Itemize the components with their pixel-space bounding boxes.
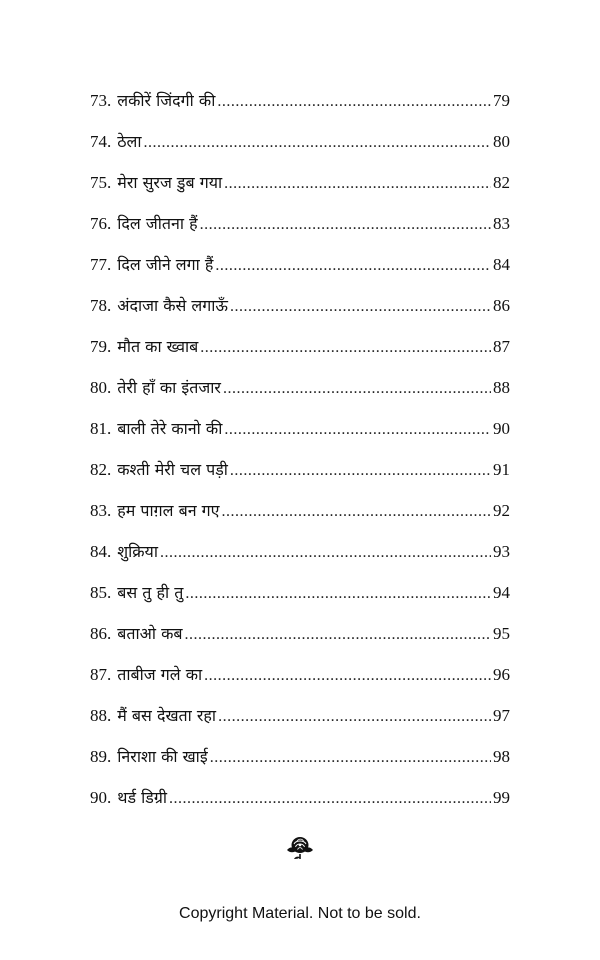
entry-page-number: 88 xyxy=(493,378,510,397)
toc-entry xyxy=(90,291,510,332)
entry-page-number: 95 xyxy=(493,624,510,643)
entry-number: 84. xyxy=(90,542,112,561)
entry-page-number: 90 xyxy=(493,419,510,438)
toc-entry xyxy=(90,455,510,496)
entry-title: निराशा की खाई xyxy=(117,747,208,766)
entry-title: मैं बस देखता रहा xyxy=(117,706,217,725)
entry-number: 74. xyxy=(90,132,112,151)
entry-number: 77. xyxy=(90,255,112,274)
dot-leader xyxy=(210,743,491,773)
entry-page-number: 97 xyxy=(493,706,510,725)
entry-title: मेरा सुरज डुब गया xyxy=(117,173,223,192)
entry-page-number: 82 xyxy=(493,173,510,192)
entry-page-number: 91 xyxy=(493,460,510,479)
entry-number: 90. xyxy=(90,788,112,807)
toc-entry xyxy=(90,209,510,250)
entry-page-number: 93 xyxy=(493,542,510,561)
toc-entry xyxy=(90,660,510,701)
dot-leader xyxy=(160,538,491,568)
entry-page-number: 96 xyxy=(493,665,510,684)
entry-page-number: 99 xyxy=(493,788,510,807)
dot-leader xyxy=(230,292,491,322)
toc-entry xyxy=(90,332,510,373)
entry-number: 79. xyxy=(90,337,112,356)
dot-leader xyxy=(223,374,491,404)
toc-entry xyxy=(90,127,510,168)
toc-entry xyxy=(90,742,510,783)
dot-leader xyxy=(215,251,491,281)
entry-title: ठेला xyxy=(117,132,142,151)
dot-leader xyxy=(200,210,491,240)
dot-leader xyxy=(185,620,491,650)
entry-number: 87. xyxy=(90,665,112,684)
entry-title: अंदाजा कैसे लगाऊँ xyxy=(117,296,228,315)
entry-number: 81. xyxy=(90,419,112,438)
entry-title: दिल जीने लगा हैं xyxy=(117,255,214,274)
entry-page-number: 79 xyxy=(493,91,510,110)
dot-leader xyxy=(222,497,491,527)
entry-title: थर्ड डिग्री xyxy=(117,788,167,807)
dot-leader xyxy=(224,415,491,445)
entry-number: 82. xyxy=(90,460,112,479)
entry-title: शुक्रिया xyxy=(117,542,158,561)
entry-number: 73. xyxy=(90,91,112,110)
entry-page-number: 87 xyxy=(493,337,510,356)
entry-page-number: 84 xyxy=(493,255,510,274)
entry-page-number: 92 xyxy=(493,501,510,520)
entry-title: बताओ कब xyxy=(117,624,183,643)
entry-number: 80. xyxy=(90,378,112,397)
entry-title: तेरी हाँ का इंतजार xyxy=(117,378,221,397)
dot-leader xyxy=(204,661,491,691)
toc-entry xyxy=(90,578,510,619)
dot-leader xyxy=(169,784,491,814)
entry-page-number: 83 xyxy=(493,214,510,233)
dot-leader xyxy=(224,169,491,199)
entry-title: हम पाग़ल बन गए xyxy=(117,501,220,520)
toc-entry xyxy=(90,414,510,455)
entry-page-number: 80 xyxy=(493,132,510,151)
dot-leader xyxy=(230,456,491,486)
toc-entry xyxy=(90,619,510,660)
toc-entry xyxy=(90,701,510,742)
toc-entry xyxy=(90,86,510,127)
toc-entry xyxy=(90,496,510,537)
dot-leader xyxy=(200,333,491,363)
entry-number: 85. xyxy=(90,583,112,602)
dot-leader xyxy=(218,702,491,732)
entry-title: लकीरें जिंदगी की xyxy=(117,91,216,110)
entry-title: दिल जीतना हैं xyxy=(117,214,198,233)
dot-leader xyxy=(217,87,491,117)
toc-entry xyxy=(90,537,510,578)
toc-entry xyxy=(90,783,510,824)
entry-page-number: 98 xyxy=(493,747,510,766)
entry-number: 86. xyxy=(90,624,112,643)
entry-page-number: 94 xyxy=(493,583,510,602)
entry-title: कश्ती मेरी चल पड़ी xyxy=(117,460,228,479)
entry-page-number: 86 xyxy=(493,296,510,315)
entry-number: 83. xyxy=(90,501,112,520)
entry-title: मौत का ख्वाब xyxy=(117,337,199,356)
table-of-contents xyxy=(90,86,510,824)
entry-title: बाली तेरे कानो की xyxy=(117,419,223,438)
toc-entry xyxy=(90,373,510,414)
dot-leader xyxy=(185,579,491,609)
entry-number: 76. xyxy=(90,214,112,233)
rose-icon xyxy=(284,834,316,860)
entry-title: ताबीज गले का xyxy=(117,665,203,684)
toc-entry xyxy=(90,168,510,209)
copyright-notice: Copyright Material. Not to be sold. xyxy=(179,905,421,922)
entry-number: 89. xyxy=(90,747,112,766)
entry-number: 78. xyxy=(90,296,112,315)
entry-number: 88. xyxy=(90,706,112,725)
toc-entry xyxy=(90,250,510,291)
dot-leader xyxy=(144,128,491,158)
entry-number: 75. xyxy=(90,173,112,192)
entry-title: बस तु ही तु xyxy=(117,583,184,602)
